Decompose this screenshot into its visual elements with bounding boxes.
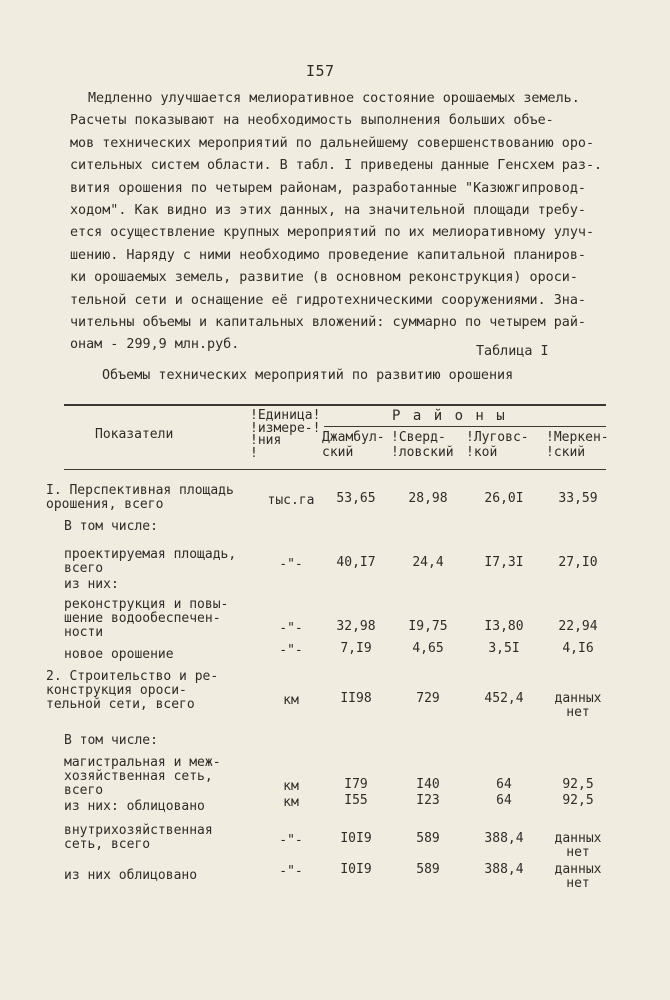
row-value-line: 40,I7	[336, 555, 376, 570]
row-value	[316, 642, 396, 656]
row-label-line: хозяйственная сеть,	[64, 769, 213, 784]
row-value-line: 33,59	[558, 491, 598, 506]
row-value-line: нет	[566, 845, 590, 860]
paragraph-line: онам - 299,9 млн.руб.	[70, 337, 240, 353]
row-value	[538, 642, 618, 656]
row-value-line: нет	[566, 705, 590, 720]
header-district-line: !ский	[546, 444, 586, 460]
page-number: I57	[306, 62, 335, 80]
row-value-line: данных	[554, 831, 602, 846]
row-label-line: сеть, всего	[64, 837, 151, 852]
row-label-line: из них облицовано	[64, 868, 198, 883]
row-value	[316, 863, 396, 877]
row-label	[64, 756, 221, 798]
row-unit: -"-	[279, 621, 303, 636]
row-label-line: из них: облицовано	[64, 799, 205, 814]
header-unit	[250, 410, 320, 460]
table-label: Таблица I	[476, 344, 549, 359]
paragraph-line: шению. Наряду с ними необходимо проведение капитальной планиров-	[70, 247, 586, 263]
row-label	[64, 869, 197, 883]
row-value	[388, 778, 468, 792]
row-unit: км	[283, 795, 299, 810]
header-district	[546, 431, 609, 460]
row-value	[538, 832, 618, 860]
row-value-line: 388,4	[484, 862, 524, 877]
row-value-line: II98	[340, 691, 372, 706]
row-value-line: данных	[554, 691, 602, 706]
row-value-line: 22,94	[558, 619, 598, 634]
row-label-line: конструкция ороси-	[46, 683, 187, 698]
row-value-line: 53,65	[336, 491, 376, 506]
paragraph-line: Медленно улучшается мелиоративное состояние орошаемых земель.	[88, 91, 580, 106]
table-header-rule	[64, 469, 606, 470]
row-unit: -"-	[279, 557, 303, 572]
row-value-line: 64	[496, 777, 512, 792]
paragraph-line: вития орошения по четырем районам, разработанные "Казюжгипровод-	[70, 180, 586, 196]
header-district-line: Джамбул-	[322, 430, 385, 445]
paragraph-line: Расчеты показывают на необходимость выполнения больших объе-	[70, 113, 554, 129]
header-district	[391, 431, 454, 460]
row-value-line: 24,4	[412, 555, 444, 570]
row-value	[316, 620, 396, 634]
row-unit: км	[283, 779, 299, 794]
header-district-line: !Луговс-	[466, 430, 529, 445]
paragraph-line: тельной сети и оснащение её гидротехническими сооружениями. Зна-	[70, 292, 586, 308]
row-label-line: шение водообеспечен-	[64, 611, 221, 626]
row-value-line: 26,0I	[484, 491, 524, 506]
header-district-line: !кой	[466, 444, 498, 460]
row-value-line: I79	[344, 777, 368, 792]
row-value	[316, 492, 396, 506]
paragraph-line: ки орошаемых земель, развитие (в основном реконструкция) ороси-	[70, 270, 578, 286]
paragraph-line: мов технических мероприятий по дальнейшему совершенствованию оро-	[70, 135, 595, 151]
row-value	[388, 556, 468, 570]
paragraph-line: ется осуществление крупных мероприятий по их мелиоративному улуч-	[70, 225, 595, 241]
row-value	[464, 794, 544, 808]
row-value	[316, 832, 396, 846]
header-unit-line: !Единица!	[250, 408, 321, 423]
row-value-line: 92,5	[562, 777, 594, 792]
row-unit: -"-	[279, 864, 303, 879]
row-value-line: 589	[416, 862, 440, 877]
row-value-line: 388,4	[484, 831, 524, 846]
paragraph-line: ходом". Как видно из этих данных, на значительной площади требу-	[70, 203, 586, 219]
row-value-line: нет	[566, 876, 590, 891]
row-unit: -"-	[279, 833, 303, 848]
row-value-line: 3,5I	[488, 641, 520, 656]
row-value	[538, 794, 618, 808]
row-value	[464, 863, 544, 877]
row-value-line: 4,65	[412, 641, 444, 656]
row-value	[388, 692, 468, 706]
row-label-line: ности	[64, 625, 104, 640]
row-label-line: магистральная и меж-	[64, 755, 221, 770]
row-value	[538, 863, 618, 891]
row-value-line: 28,98	[408, 491, 448, 506]
row-value	[316, 778, 396, 792]
row-value-line: 64	[496, 793, 512, 808]
row-value-line: 7,I9	[340, 641, 372, 656]
row-label	[64, 800, 205, 814]
table-caption: Объемы технических мероприятий по развитию орошения	[102, 368, 514, 383]
row-label	[64, 734, 158, 748]
row-label-line: В том числе:	[64, 733, 158, 748]
row-value	[464, 556, 544, 570]
header-district	[466, 431, 529, 460]
row-label-line: орошения, всего	[46, 497, 164, 512]
row-value-line: 452,4	[484, 691, 524, 706]
row-value	[316, 692, 396, 706]
row-value	[464, 620, 544, 634]
paragraph-line: чительны объемы и капитальных вложений: суммарно по четырем рай-	[70, 315, 586, 331]
row-label	[64, 548, 236, 576]
row-label	[64, 648, 174, 662]
row-value	[464, 778, 544, 792]
body-paragraph	[70, 88, 625, 357]
header-district-line: !Сверд-	[391, 430, 446, 445]
row-value-line: 92,5	[562, 793, 594, 808]
header-unit-line: !измере-!	[250, 420, 321, 436]
row-value	[538, 778, 618, 792]
row-value-line: I0I9	[340, 831, 372, 846]
row-label	[64, 578, 119, 592]
row-value-line: I40	[416, 777, 440, 792]
row-value-line: 27,I0	[558, 555, 598, 570]
row-value	[388, 794, 468, 808]
row-value	[316, 794, 396, 808]
row-value-line: I3,80	[484, 619, 524, 634]
header-district-line: ский	[322, 444, 354, 460]
row-value	[464, 492, 544, 506]
row-label	[64, 520, 158, 534]
row-value	[538, 620, 618, 634]
districts-group-rule	[324, 426, 606, 427]
row-value-line: 4,I6	[562, 641, 594, 656]
row-value-line: 729	[416, 691, 440, 706]
row-value	[316, 556, 396, 570]
header-unit-line: !ния	[250, 433, 282, 448]
row-unit: тыс.га	[267, 493, 315, 508]
row-label-line: из них:	[64, 577, 119, 592]
row-value-line: 32,98	[336, 619, 376, 634]
row-value	[388, 863, 468, 877]
row-value	[538, 556, 618, 570]
row-label-line: внутрихозяйственная	[64, 823, 213, 838]
header-district-line: !ловский	[391, 444, 454, 460]
row-value	[388, 620, 468, 634]
row-label-line: всего	[64, 561, 104, 576]
row-value	[388, 642, 468, 656]
row-label-line: проектируемая площадь,	[64, 547, 237, 562]
row-value	[464, 642, 544, 656]
row-label-line: тельной сети, всего	[46, 697, 195, 712]
row-value	[464, 692, 544, 706]
row-unit: км	[283, 693, 299, 708]
row-value	[388, 832, 468, 846]
table-top-rule	[64, 404, 606, 406]
header-district-line: !Меркен-	[546, 430, 609, 445]
row-value-line: 589	[416, 831, 440, 846]
header-district	[322, 431, 385, 460]
row-value-line: I55	[344, 793, 368, 808]
row-value	[538, 692, 618, 720]
row-value	[538, 492, 618, 506]
row-label	[64, 824, 213, 852]
row-value-line: I23	[416, 793, 440, 808]
header-districts-group: Р а й о н ы	[392, 408, 507, 424]
row-label-line: новое орошение	[64, 647, 174, 662]
row-value-line: данных	[554, 862, 602, 877]
header-unit-line: !	[250, 445, 258, 461]
row-label	[46, 484, 234, 512]
row-value	[464, 832, 544, 846]
row-value-line: I9,75	[408, 619, 448, 634]
row-value-line: I0I9	[340, 862, 372, 877]
row-unit: -"-	[279, 643, 303, 658]
row-label-line: 2. Строительство и ре-	[46, 669, 219, 684]
header-indicators: Показатели	[95, 427, 174, 442]
row-value	[388, 492, 468, 506]
row-label	[46, 670, 218, 712]
row-label	[64, 598, 228, 640]
row-label-line: В том числе:	[64, 519, 158, 534]
row-label-line: всего	[64, 783, 104, 798]
paragraph-line: сительных систем области. В табл. I приведены данные Генсхем раз-.	[70, 158, 603, 174]
row-label-line: I. Перспективная площадь	[46, 483, 234, 498]
row-value-line: I7,3I	[484, 555, 524, 570]
row-label-line: реконструкция и повы-	[64, 597, 229, 612]
